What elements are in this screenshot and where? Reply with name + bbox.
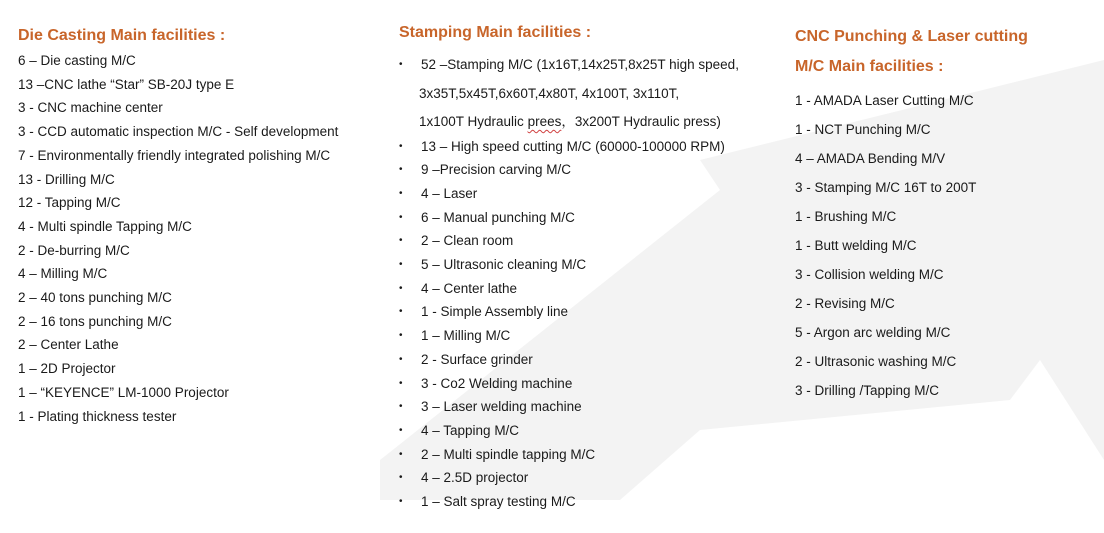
list-item: 2 – 40 tons punching M/C <box>18 290 172 306</box>
list-item <box>399 135 779 159</box>
list-item: 1 - Butt welding M/C <box>795 238 917 253</box>
list-item-line: 3x35T,5x45T,6x60T,4x80T, 4x100T, 3x110T, <box>419 85 680 101</box>
list-item: 1 - AMADA Laser Cutting M/C <box>795 93 974 108</box>
list-item <box>399 51 779 137</box>
die-casting-section <box>18 24 388 428</box>
list-item: 4 – AMADA Bending M/V <box>795 151 946 166</box>
list-item <box>399 419 779 443</box>
list-item-text: 2 - Surface grinder <box>421 351 533 367</box>
list-item-text: ，3x200T Hydraulic press) <box>561 114 721 129</box>
cnc-list <box>795 86 1095 405</box>
list-item: 12 - Tapping M/C <box>18 195 121 211</box>
list-item-text: 6 – Manual punching M/C <box>421 209 575 225</box>
list-item <box>399 466 779 490</box>
list-item-text: 3 – Laser welding machine <box>421 399 582 415</box>
list-item <box>399 348 779 372</box>
list-item: 13 –CNC lathe “Star” SB-20J type E <box>18 76 235 92</box>
spelling-error-word: prees <box>527 114 562 129</box>
list-item <box>399 490 779 514</box>
cnc-section <box>795 22 1095 405</box>
list-item: 1 - Brushing M/C <box>795 209 897 224</box>
list-item-text: 4 – Laser <box>421 185 478 201</box>
stamping-list <box>399 51 779 514</box>
bullet-icon: • <box>399 472 403 484</box>
list-item: 3 - CCD automatic inspection M/C - Self development <box>18 124 339 140</box>
list-item: 3 - Drilling /Tapping M/C <box>795 383 940 398</box>
list-item-text: 3 - Co2 Welding machine <box>421 375 573 391</box>
bullet-icon: • <box>399 401 403 413</box>
list-item <box>399 182 779 206</box>
list-item-text: 9 –Precision carving M/C <box>421 162 572 178</box>
list-item: 3 - CNC machine center <box>18 100 163 116</box>
list-item: 6 – Die casting M/C <box>18 53 136 68</box>
list-item-line <box>419 108 779 137</box>
list-item-text: 1 - Simple Assembly line <box>421 304 569 320</box>
list-item: 2 – 16 tons punching M/C <box>18 313 172 329</box>
cnc-heading-line: CNC Punching & Laser cutting <box>795 28 1028 45</box>
bullet-icon: • <box>399 259 403 271</box>
list-item <box>399 395 779 419</box>
list-item: 2 - Revising M/C <box>795 296 895 311</box>
list-item: 1 – 2D Projector <box>18 361 116 377</box>
bullet-icon: • <box>399 59 403 70</box>
list-item: 7 - Environmentally friendly integrated polishing M/C <box>18 147 331 163</box>
list-item-text: 1x100T Hydraulic <box>419 114 528 129</box>
list-item <box>399 158 779 182</box>
cnc-heading-line: M/C Main facilities : <box>795 58 944 75</box>
bullet-icon: • <box>399 448 403 460</box>
list-item: 1 - NCT Punching M/C <box>795 122 931 137</box>
bullet-icon: • <box>399 496 403 508</box>
list-item: 4 - Multi spindle Tapping M/C <box>18 218 192 234</box>
list-item: 3 - Stamping M/C 16T to 200T <box>795 180 977 195</box>
list-item <box>399 300 779 324</box>
list-item: 4 – Milling M/C <box>18 266 108 282</box>
list-item <box>399 443 779 467</box>
bullet-icon: • <box>399 377 403 389</box>
bullet-icon: • <box>399 211 403 223</box>
list-item: 13 - Drilling M/C <box>18 171 115 187</box>
cnc-heading <box>795 22 1095 82</box>
stamping-heading: Stamping Main facilities : <box>399 24 592 41</box>
list-item-text: 2 – Clean room <box>421 233 514 249</box>
bullet-icon: • <box>399 282 403 294</box>
bullet-icon: • <box>399 424 403 436</box>
list-item-text: 4 – Tapping M/C <box>421 422 520 438</box>
list-item: 2 - Ultrasonic washing M/C <box>795 354 957 369</box>
bullet-icon: • <box>399 187 403 199</box>
list-item-text: 5 – Ultrasonic cleaning M/C <box>421 257 587 273</box>
die-casting-list <box>18 49 388 428</box>
bullet-icon: • <box>399 140 403 152</box>
list-item: 1 - Plating thickness tester <box>18 408 177 424</box>
list-item-text: 13 – High speed cutting M/C (60000-100000 RPM) <box>421 138 725 154</box>
bullet-icon: • <box>399 330 403 342</box>
list-item <box>399 206 779 230</box>
bullet-icon: • <box>399 164 403 176</box>
list-item: 2 - De-burring M/C <box>18 242 130 258</box>
list-item: 5 - Argon arc welding M/C <box>795 325 951 340</box>
list-item <box>399 324 779 348</box>
list-item-text: 2 – Multi spindle tapping M/C <box>421 446 596 462</box>
list-item <box>399 372 779 396</box>
bullet-icon: • <box>399 353 403 365</box>
bullet-icon: • <box>399 306 403 318</box>
list-item: 1 – “KEYENCE” LM-1000 Projector <box>18 384 229 400</box>
die-casting-heading: Die Casting Main facilities : <box>18 27 226 44</box>
list-item-line: 52 –Stamping M/C (1x16T,14x25T,8x25T high speed, <box>421 57 739 72</box>
list-item <box>399 253 779 277</box>
list-item: 3 - Collision welding M/C <box>795 267 944 282</box>
bullet-icon: • <box>399 235 403 247</box>
list-item-text: 1 – Salt spray testing M/C <box>421 494 576 510</box>
list-item <box>399 277 779 301</box>
list-item: 2 – Center Lathe <box>18 337 119 353</box>
list-item-text: 4 – Center lathe <box>421 280 518 296</box>
list-item-text: 1 – Milling M/C <box>421 328 511 344</box>
list-item-text: 4 – 2.5D projector <box>421 470 529 486</box>
list-item <box>399 229 779 253</box>
stamping-section <box>399 22 779 514</box>
